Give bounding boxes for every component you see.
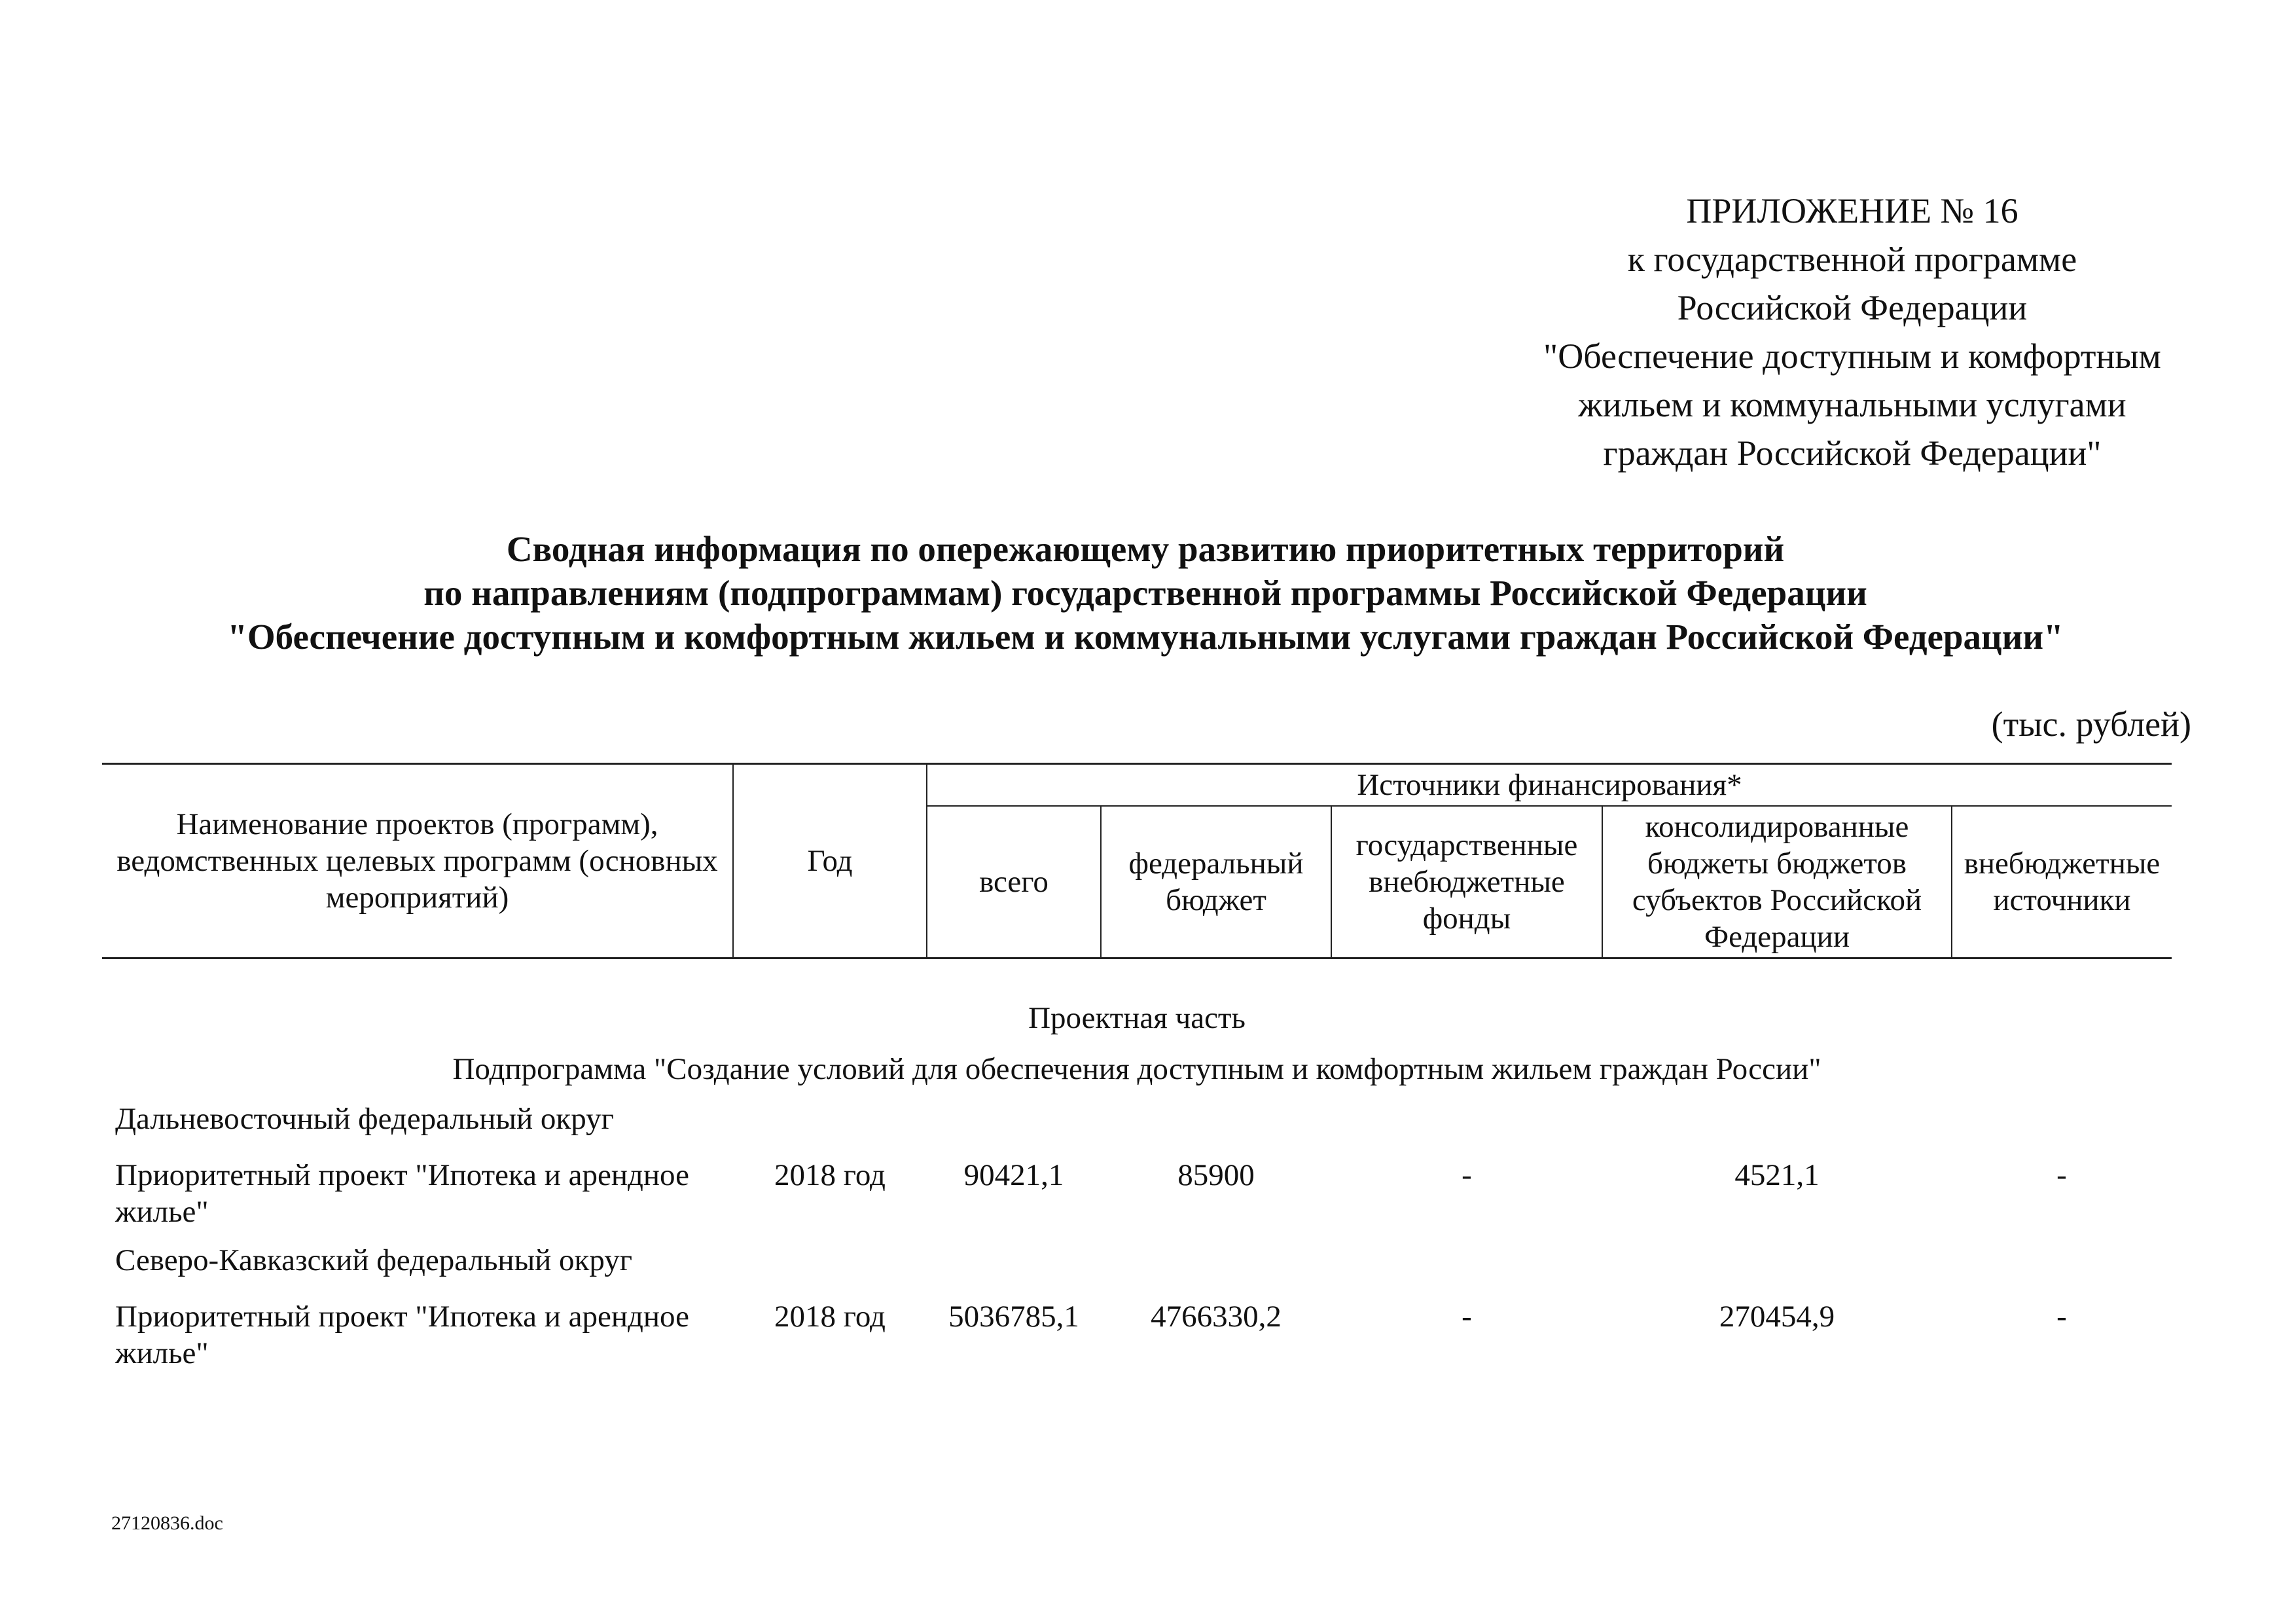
project-extrabudget: - bbox=[2056, 1300, 2067, 1334]
title-line: "Обеспечение доступным и комфортным жильем и коммунальными услугами граждан Российской Федерации" bbox=[227, 617, 2064, 657]
header-state-funds: государственные внебюджетные фонды bbox=[1331, 806, 1602, 958]
appendix-line: к государственной программе bbox=[1627, 240, 2077, 279]
project-year: 2018 год bbox=[774, 1158, 886, 1192]
project-consolidated: 270454,9 bbox=[1719, 1300, 1835, 1334]
district-heading: Дальневосточный федеральный округ bbox=[115, 1102, 614, 1136]
project-federal: 85900 bbox=[1177, 1158, 1255, 1192]
project-total: 5036785,1 bbox=[948, 1300, 1079, 1334]
table-row bbox=[102, 1139, 2172, 1230]
appendix-line: "Обеспечение доступным и комфортным bbox=[1543, 337, 2161, 376]
units-label: (тыс. рублей) bbox=[1991, 704, 2191, 744]
project-federal: 4766330,2 bbox=[1151, 1300, 1282, 1334]
appendix-block bbox=[1427, 187, 2278, 477]
project-year: 2018 год bbox=[774, 1300, 886, 1334]
project-state-funds: - bbox=[1462, 1300, 1472, 1334]
document-title bbox=[98, 527, 2193, 659]
section-heading: Проектная часть bbox=[1028, 1001, 1246, 1035]
subprogram-heading: Подпрограмма "Создание условий для обеспечения доступным и комфортным жильем граждан России" bbox=[452, 1052, 1821, 1086]
header-total: всего bbox=[927, 806, 1101, 958]
appendix-line: жильем и коммунальными услугами bbox=[1578, 385, 2126, 424]
appendix-line: Российской Федерации bbox=[1677, 288, 2028, 327]
header-federal: федеральный бюджет bbox=[1101, 806, 1331, 958]
appendix-number: ПРИЛОЖЕНИЕ № 16 bbox=[1686, 191, 2018, 230]
header-extrabudget: внебюджетные источники bbox=[1952, 806, 2172, 958]
title-line: по направлениям (подпрограммам) государственной программы Российской Федерации bbox=[423, 573, 1867, 613]
project-consolidated: 4521,1 bbox=[1734, 1158, 1820, 1192]
header-name: Наименование проектов (программ), ведомственных целевых программ (основных мероприятий) bbox=[102, 764, 733, 958]
table-row bbox=[102, 1280, 2172, 1372]
file-reference: 27120836.doc bbox=[111, 1512, 223, 1534]
header-consolidated: консолидированные бюджеты бюджетов субъектов Российской Федерации bbox=[1602, 806, 1952, 958]
project-total: 90421,1 bbox=[963, 1158, 1064, 1192]
project-state-funds: - bbox=[1462, 1158, 1472, 1192]
header-sources: Источники финансирования* bbox=[927, 764, 2172, 807]
appendix-line: граждан Российской Федерации" bbox=[1603, 433, 2102, 473]
project-name: Приоритетный проект "Ипотека и арендное жилье" bbox=[115, 1300, 689, 1370]
project-extrabudget: - bbox=[2056, 1158, 2067, 1192]
header-year: Год bbox=[733, 764, 927, 958]
title-line: Сводная информация по опережающему развитию приоритетных территорий bbox=[506, 529, 1785, 569]
district-heading: Северо-Кавказский федеральный округ bbox=[115, 1243, 633, 1277]
project-name: Приоритетный проект "Ипотека и арендное жилье" bbox=[115, 1158, 689, 1229]
financing-table bbox=[102, 763, 2172, 1372]
